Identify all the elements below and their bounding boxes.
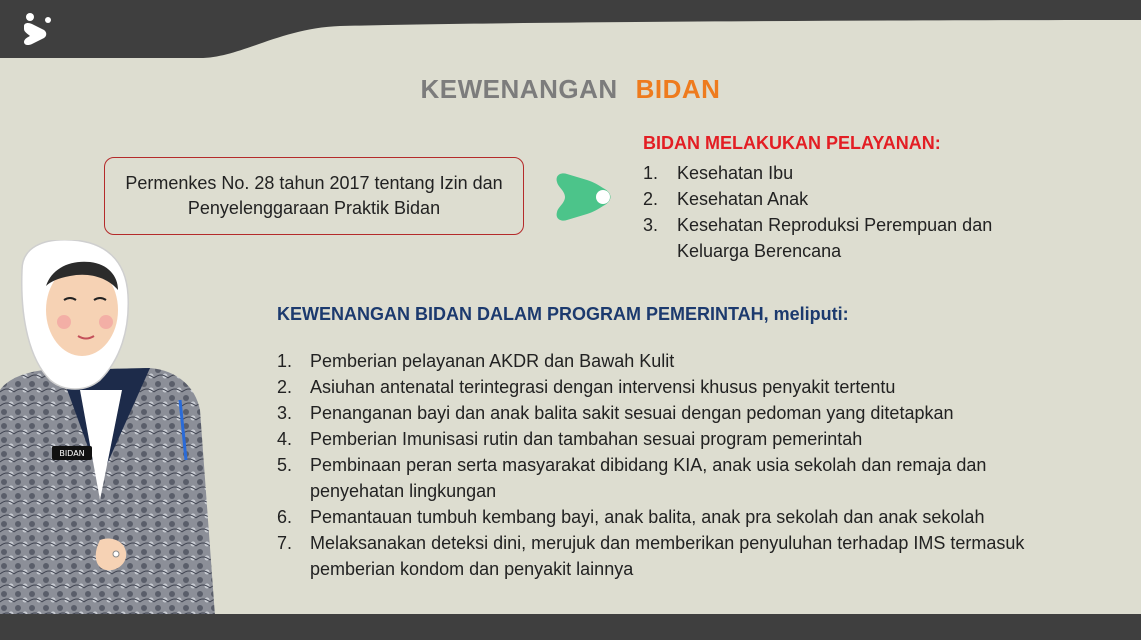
list-number: 1.	[643, 163, 659, 183]
list-text: Pembinaan peran serta masyarakat dibidang KIA, anak usia sekolah dan remaja dan penyehatan lingkungan	[310, 455, 987, 501]
list-item	[277, 348, 1037, 374]
list-text: Kesehatan Ibu	[677, 163, 794, 183]
list-number: 1.	[277, 351, 293, 371]
list-text: Kesehatan Anak	[677, 189, 809, 209]
list-item	[643, 160, 1043, 186]
bottom-bar	[0, 614, 1141, 640]
list-text: Kesehatan Reproduksi Perempuan dan Keluarga Berencana	[677, 215, 993, 261]
top-banner	[0, 0, 1141, 60]
program-list	[277, 348, 1037, 582]
list-text: Pemantauan tumbuh kembang bayi, anak balita, anak pra sekolah dan anak sekolah	[310, 507, 985, 527]
list-item	[277, 400, 1037, 426]
list-item	[277, 504, 1037, 530]
arrow-right-icon	[553, 170, 617, 224]
list-item	[277, 426, 1037, 452]
list-item	[643, 186, 1043, 212]
regulation-text: Permenkes No. 28 tahun 2017 tentang Izin dan Penyelenggaraan Praktik Bidan	[125, 172, 503, 218]
list-number: 7.	[277, 533, 293, 553]
services-list	[643, 160, 1043, 264]
list-number: 3.	[643, 215, 659, 235]
regulation-box	[104, 157, 524, 235]
services-title: BIDAN MELAKUKAN PELAYANAN:	[643, 133, 941, 153]
page-title	[0, 74, 1141, 105]
list-number: 2.	[277, 377, 293, 397]
list-item	[277, 530, 1037, 582]
list-item	[277, 452, 1037, 504]
list-text: Penanganan bayi dan anak balita sakit sesuai dengan pedoman yang ditetapkan	[310, 403, 954, 423]
title-part-2: BIDAN	[635, 74, 721, 104]
title-part-1: KEWENANGAN	[420, 74, 618, 104]
list-number: 5.	[277, 455, 293, 475]
badge-text: BIDAN	[59, 449, 85, 458]
list-text: Asiuhan antenatal terintegrasi dengan intervensi khusus penyakit tertentu	[310, 377, 896, 397]
list-item	[643, 212, 1043, 264]
logo-icon	[20, 10, 60, 48]
program-title: KEWENANGAN BIDAN DALAM PROGRAM PEMERINTAH, meliputi:	[277, 304, 849, 324]
list-number: 3.	[277, 403, 293, 423]
midwife-illustration	[0, 240, 230, 616]
list-text: Pemberian pelayanan AKDR dan Bawah Kulit	[310, 351, 675, 371]
list-number: 2.	[643, 189, 659, 209]
list-text: Pemberian Imunisasi rutin dan tambahan sesuai program pemerintah	[310, 429, 863, 449]
list-number: 4.	[277, 429, 293, 449]
list-number: 6.	[277, 507, 293, 527]
list-item	[277, 374, 1037, 400]
list-text: Melaksanakan deteksi dini, merujuk dan memberikan penyuluhan terhadap IMS termasuk pemberian kondom dan penyakit lainnya	[310, 533, 1025, 579]
